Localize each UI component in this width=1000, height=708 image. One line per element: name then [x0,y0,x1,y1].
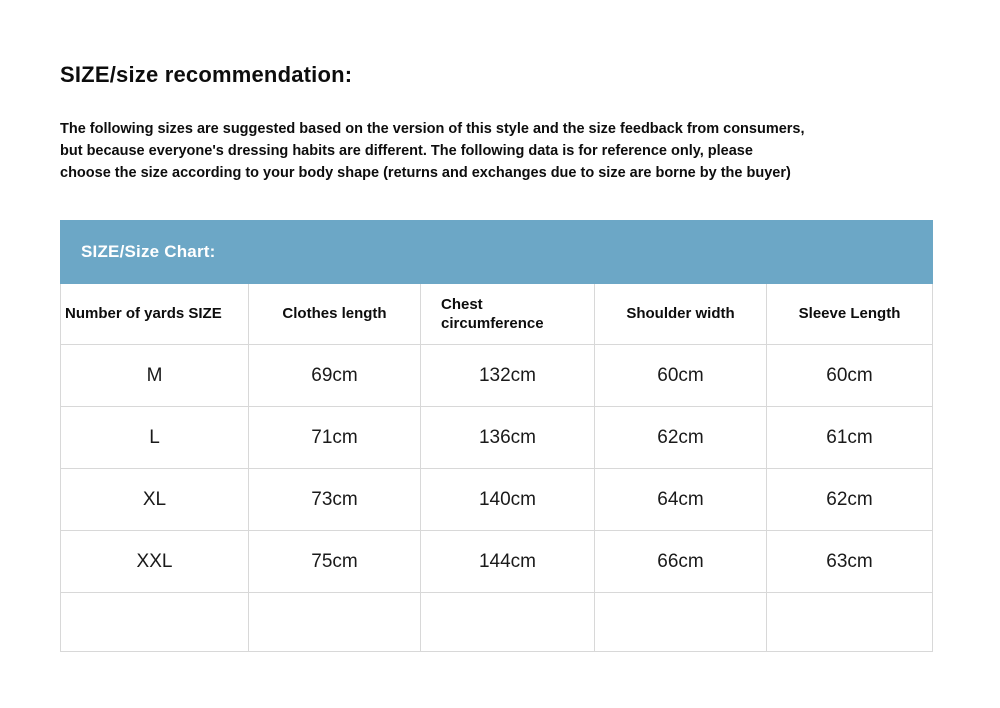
cell-shoulder-width: 60cm [595,345,767,407]
size-table-wrapper [60,220,932,652]
cell-size: XXL [61,531,249,593]
cell-sleeve-length: 60cm [767,345,933,407]
cell-shoulder-width: 62cm [595,407,767,469]
size-chart-table [60,220,933,652]
table-row-empty [61,593,933,652]
table-row [61,469,933,531]
cell-sleeve-length [767,593,933,652]
cell-shoulder-width: 64cm [595,469,767,531]
cell-clothes-length: 71cm [249,407,421,469]
chart-title-cell: SIZE/Size Chart: [61,221,933,284]
table-header-row [61,284,933,345]
cell-sleeve-length: 62cm [767,469,933,531]
cell-clothes-length: 73cm [249,469,421,531]
table-row [61,407,933,469]
cell-chest-circumference [421,593,595,652]
cell-sleeve-length: 61cm [767,407,933,469]
cell-size: L [61,407,249,469]
cell-shoulder-width: 66cm [595,531,767,593]
cell-sleeve-length: 63cm [767,531,933,593]
table-row [61,531,933,593]
cell-clothes-length [249,593,421,652]
intro-line-3: choose the size according to your body shape (returns and exchanges due to size are borne by the buyer) [60,165,791,182]
header-cell-size: Number of yards SIZE [61,284,249,345]
cell-shoulder-width [595,593,767,652]
page-title: SIZE/size recommendation: [60,62,353,87]
cell-size: M [61,345,249,407]
cell-chest-circumference: 144cm [421,531,595,593]
intro-paragraph [60,118,940,184]
cell-chest-circumference: 136cm [421,407,595,469]
header-cell-shoulder-width: Shoulder width [595,284,767,345]
cell-clothes-length: 75cm [249,531,421,593]
intro-line-2: but because everyone's dressing habits are different. The following data is for reference only, please [60,143,753,160]
cell-size: XL [61,469,249,531]
cell-chest-circumference: 132cm [421,345,595,407]
intro-line-1: The following sizes are suggested based on the version of this style and the size feedback from consumers, [60,121,805,137]
header-cell-sleeve-length: Sleeve Length [767,284,933,345]
table-row [61,345,933,407]
cell-clothes-length: 69cm [249,345,421,407]
cell-size [61,593,249,652]
table-title-row [61,221,933,284]
header-cell-chest-circumference: Chest circumference [421,284,595,345]
header-cell-clothes-length: Clothes length [249,284,421,345]
cell-chest-circumference: 140cm [421,469,595,531]
